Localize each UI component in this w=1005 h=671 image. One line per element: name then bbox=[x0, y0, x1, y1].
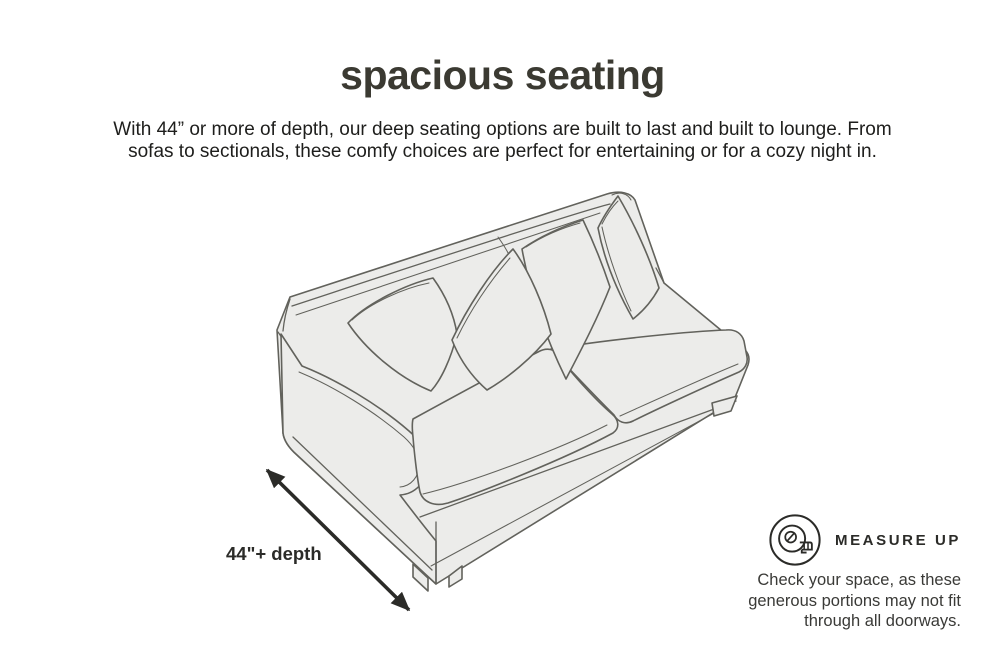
measure-up-note-line: through all doorways. bbox=[804, 612, 961, 630]
intro-line: With 44” or more of depth, our deep seating options are built to last and built to lounge. From bbox=[113, 119, 892, 140]
measure-up-note-line: Check your space, as these bbox=[757, 571, 961, 589]
measure-up-note-line: generous portions may not fit bbox=[748, 591, 961, 610]
measure-up-callout bbox=[721, 513, 961, 632]
page-title: spacious seating bbox=[340, 52, 665, 98]
measure-up-heading: MEASURE UP bbox=[834, 531, 961, 549]
depth-dimension-label: 44"+ depth bbox=[226, 543, 322, 564]
measure-up-header bbox=[721, 513, 961, 567]
intro-line: sofas to sectionals, these comfy choices are perfect for entertaining or for a cozy night in. bbox=[128, 141, 877, 162]
measure-up-note bbox=[721, 570, 961, 632]
tape-measure-icon bbox=[768, 513, 822, 567]
